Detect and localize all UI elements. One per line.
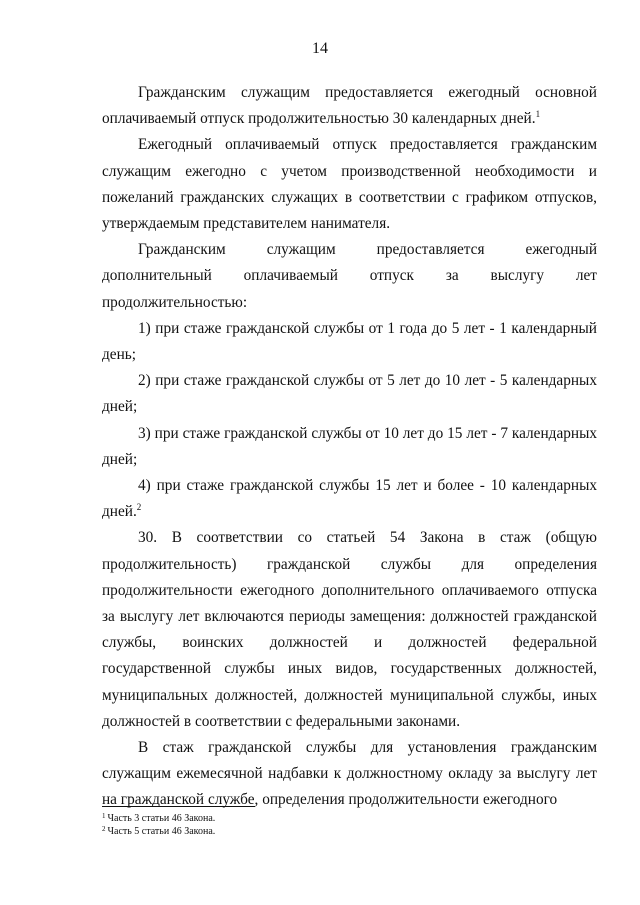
paragraph-text: 4) при стаже гражданской службы 15 лет и более - 10 календарных дней.: [102, 477, 597, 521]
footnote-text: Часть 3 статьи 46 Закона.: [107, 813, 216, 824]
paragraph-text: 2) при стаже гражданской службы от 5 лет до 10 лет - 5 календарных дней;: [102, 372, 597, 416]
footnote-mark: 1: [102, 812, 106, 820]
paragraph-service-length: [102, 735, 597, 814]
footnotes: [102, 812, 597, 838]
page-number: 14: [312, 40, 328, 57]
list-item-3: [102, 421, 597, 473]
paragraph-text: Гражданским служащим предоставляется ежегодный основной оплачиваемый отпуск продолжительностью 30 календарных дней.: [102, 84, 597, 128]
paragraph-text: Ежегодный оплачиваемый отпуск предоставляется гражданским служащим ежегодно с учетом производственной необходимости и пожеланий гражданских служащих в соответствии с графиком отпусков, утверждаемым представителем нанимателя.: [102, 136, 597, 233]
paragraph-leave-schedule: [102, 132, 597, 237]
footnote-divider: [102, 806, 255, 807]
paragraph-text: 3) при стаже гражданской службы от 10 лет до 15 лет - 7 календарных дней;: [102, 424, 597, 468]
footnote-mark: 2: [102, 825, 106, 833]
footnote-ref: 1: [535, 109, 541, 120]
paragraph-text: 30. В соответствии со статьей 54 Закона в стаж (общую продолжительность) гражданской службы для определения продолжительности ежегодного дополнительного оплачиваемого отпуска за выслугу лет включаются периоды замещения: должностей гражданской службы, воинских должностей и должностей федеральной государственной службы иных видов, государственных должностей, муниципальных должностей, должностей муниципальной службы, иных должностей в соответствии с федеральными законами.: [102, 529, 597, 730]
list-item-2: [102, 368, 597, 420]
footnote-ref: 2: [136, 502, 142, 513]
list-item-4: [102, 473, 597, 525]
list-item-1: [102, 316, 597, 368]
footnote-text: Часть 5 статьи 46 Закона.: [107, 826, 216, 837]
paragraph-text: 1) при стаже гражданской службы от 1 года до 5 лет - 1 календарный день;: [102, 319, 597, 364]
footnote-item: [102, 812, 597, 825]
paragraph-annual-leave: [102, 80, 597, 132]
paragraph-section-30: [102, 525, 597, 735]
body-text: [102, 80, 597, 814]
paragraph-text: Гражданским служащим предоставляется ежегодный дополнительный оплачиваемый отпуск за выслугу лет продолжительностью:: [102, 241, 597, 311]
footnote-item: [102, 825, 597, 838]
paragraph-text: В стаж гражданской службы для установления гражданским служащим ежемесячной надбавки к должностному окладу за выслугу лет на гражданской службе, определения продолжительности ежегодного: [102, 739, 597, 809]
paragraph-additional-leave: [102, 237, 597, 316]
